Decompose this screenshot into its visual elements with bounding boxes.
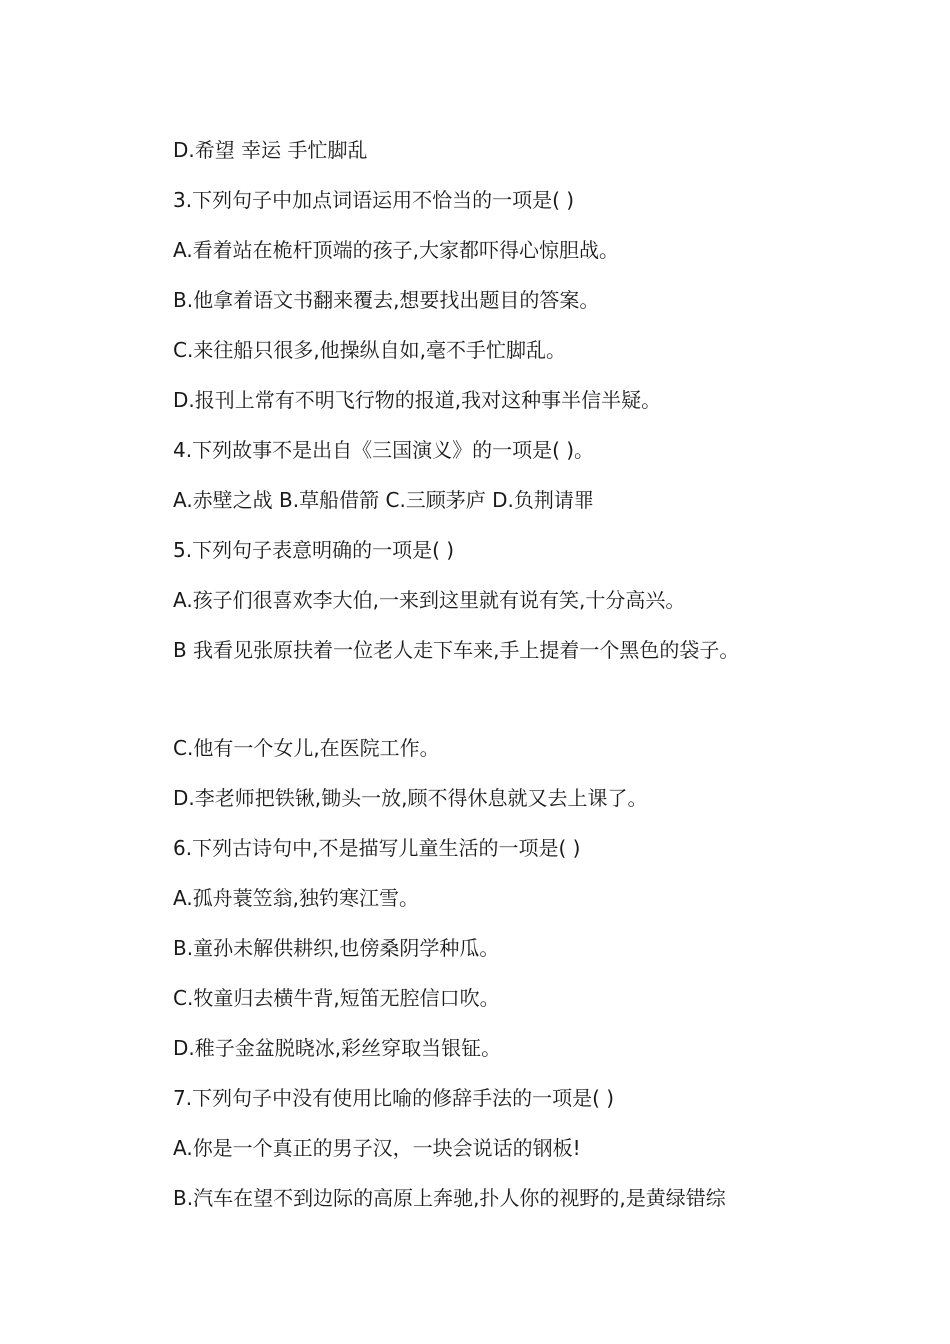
option-line: B.他拿着语文书翻来覆去,想要找出题目的答案。	[173, 288, 600, 312]
question-3-line: 3.下列句子中加点词语运用不恰当的一项是( )	[173, 188, 575, 212]
option-line: D.报刊上常有不明飞行物的报道,我对这种事半信半疑。	[173, 388, 662, 412]
option-line: A.赤壁之战 B.草船借箭 C.三顾茅庐 D.负荆请罪	[173, 488, 594, 512]
question-6-line: 6.下列古诗句中,不是描写儿童生活的一项是( )	[173, 836, 581, 860]
option-line: A.孤舟蓑笠翁,独钓寒江雪。	[173, 886, 420, 910]
option-line: B.汽车在望不到边际的高原上奔驰,扑人你的视野的,是黄绿错综	[173, 1186, 726, 1210]
option-line: D.希望 幸运 手忙脚乱	[173, 138, 368, 162]
option-line: D.稚子金盆脱晓冰,彩丝穿取当银钲。	[173, 1036, 502, 1060]
option-line: C.来往船只很多,他操纵自如,毫不手忙脚乱。	[173, 338, 567, 362]
question-4-line: 4.下列故事不是出自《三国演义》的一项是( )。	[173, 438, 595, 462]
option-line: D.李老师把铁锹,锄头一放,顾不得休息就又去上课了。	[173, 786, 648, 810]
question-7-line: 7.下列句子中没有使用比喻的修辞手法的一项是( )	[173, 1086, 615, 1110]
option-line: A.你是一个真正的男子汉，一块会说话的钢板!	[173, 1136, 581, 1160]
option-line: C.他有一个女儿,在医院工作。	[173, 736, 440, 760]
option-line: C.牧童归去横牛背,短笛无腔信口吹。	[173, 986, 500, 1010]
option-line: B 我看见张原扶着一位老人走下车来,手上提着一个黑色的袋子。	[173, 638, 740, 662]
option-line: A.孩子们很喜欢李大伯,一来到这里就有说有笑,十分高兴。	[173, 588, 686, 612]
option-line: A.看着站在桅杆顶端的孩子,大家都吓得心惊胆战。	[173, 238, 620, 262]
option-line: B.童孙未解供耕织,也傍桑阴学种瓜。	[173, 936, 500, 960]
question-5-line: 5.下列句子表意明确的一项是( )	[173, 538, 455, 562]
